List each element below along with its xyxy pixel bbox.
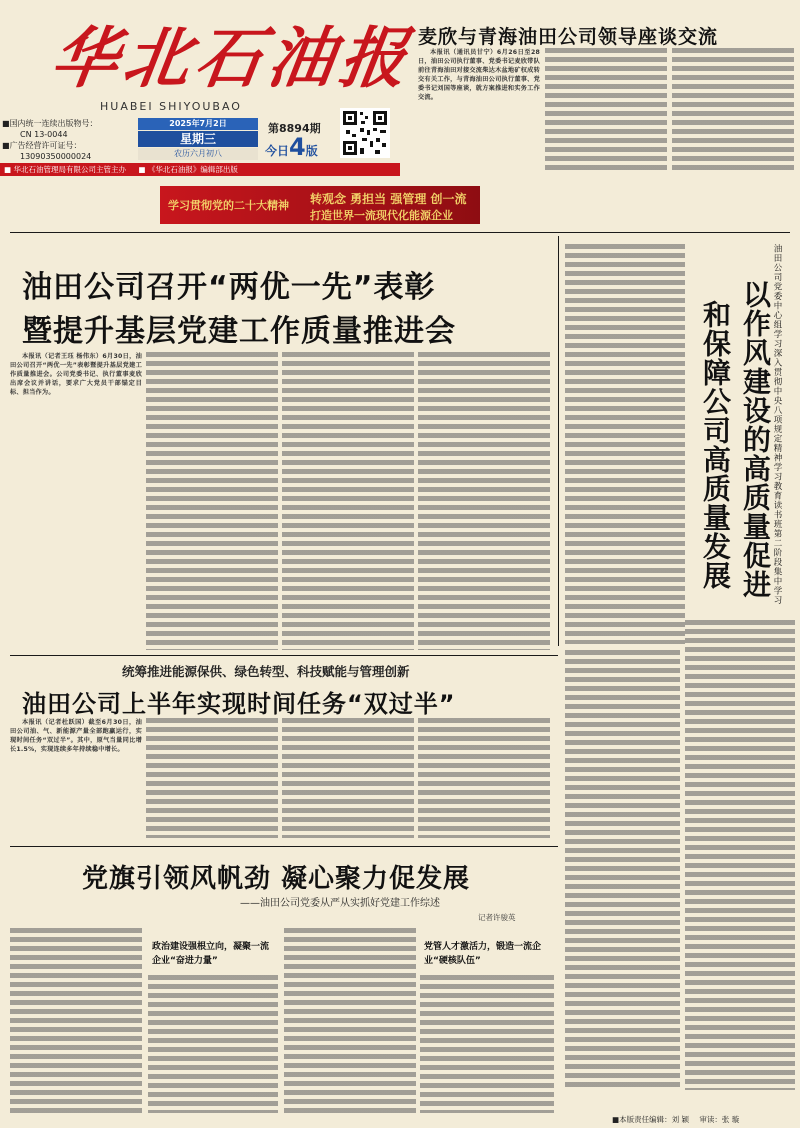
footer-credits: ■本版责任编辑：刘 颖 审读：张 璇	[612, 1115, 740, 1124]
text-column	[284, 928, 416, 1113]
text-column	[148, 975, 278, 1113]
square-icon: ■	[4, 165, 12, 174]
text-column	[146, 352, 278, 650]
story1-title-line1: 油田公司召开“两优一先”表彰	[22, 270, 436, 305]
ad-license-number: 13090350000024	[20, 152, 92, 161]
story3-byline: 记者许骏英	[478, 913, 516, 922]
story3-section1-title: 政治建设强根立向，凝聚一流企业“奋进力量”	[152, 942, 270, 966]
qr-code-icon	[340, 108, 390, 158]
top-story-lead: 本报讯（通讯员甘宁）6月26日至28日，油田公司执行董事、党委书记麦欣带队前往青海油田对接交流柴达木盆地矿权成转交有关工作，与青海油田公司执行董事、党委书记刘国等座谈，就方案推进和实务工作交流。	[418, 49, 540, 101]
story2-lead: 本报讯（记者杜跃国）截至6月30日，油田公司油、气、新能源产量全部跑赢运行，实现时间任务“双过半”。其中，原气当量同比增长1.5%，实现连续多年持续稳中增长。	[10, 719, 142, 753]
banner	[160, 186, 480, 224]
story1-lead: 本报讯（记者王珏 杨伟东）6月30日，油田公司召开“两优一先”表彰暨提升基层党建工作质量推进会。公司党委书记、执行董事麦欣出席会议并讲话，要求广大党员干部锚定目标、担当作为。	[10, 353, 142, 396]
story2-kicker: 统筹推进能源保供、绿色转型、科技赋能与管理创新	[122, 664, 410, 679]
story1-body	[10, 352, 142, 650]
sponsor-bar	[0, 163, 400, 176]
checkbox-icon: ■	[2, 141, 10, 150]
text-column	[420, 975, 554, 1113]
text-column	[282, 352, 414, 650]
story3-subtitle: ——油田公司党委从严从实抓好党建工作综述	[240, 898, 440, 909]
square-icon: ■	[138, 165, 146, 174]
divider	[10, 655, 558, 656]
issue-number: 第8894期	[268, 122, 321, 135]
text-column	[282, 718, 414, 838]
story1-title-line2: 暨提升基层党建工作质量推进会	[22, 314, 456, 349]
text-column	[545, 48, 667, 174]
logo-text: 华北石油报	[46, 19, 418, 97]
top-story-body	[418, 48, 540, 174]
divider	[10, 232, 790, 233]
text-column	[685, 620, 795, 1090]
proofreader-name: 张 璇	[721, 1115, 740, 1124]
lunar-date: 农历六月初八	[138, 148, 258, 160]
newspaper-logo	[46, 18, 418, 98]
publication-info: ■国内统一连续出版物号： CN 13-0044 ■广告经营许可证号： 13090350000024	[2, 118, 132, 162]
banner-left: 学习贯彻党的二十大精神	[168, 199, 289, 212]
text-column	[672, 48, 794, 174]
banner-right-line2: 打造世界一流现代化能源企业	[310, 209, 453, 222]
text-column	[418, 352, 550, 650]
story3-title: 党旗引领风帆劲 凝心聚力促发展	[82, 864, 471, 894]
banner-right-line1: 转观念 勇担当 强管理 创一流	[310, 192, 467, 206]
side-story-title-line2: 和保障公司高质量发展	[699, 300, 732, 590]
sponsor-text: 华北石油管理局有限公司主管主办	[13, 165, 126, 174]
text-column	[565, 650, 680, 1090]
cn-number: CN 13-0044	[20, 130, 68, 139]
divider	[10, 846, 558, 847]
publisher-text: 《华北石油报》编辑部出版	[147, 165, 238, 174]
edition-count: 今日4版	[265, 133, 318, 161]
story2-body	[10, 718, 142, 838]
side-story-kicker: 油田公司党委中心组学习深入贯彻中央八项规定精神学习教育读书班第二阶段集中学习	[772, 244, 782, 605]
side-story-title-line1: 以作风建设的高质量促进	[739, 280, 772, 599]
text-column	[10, 928, 142, 1113]
text-column	[418, 718, 550, 838]
text-column	[565, 244, 685, 644]
editor-name: 刘 颖	[671, 1115, 689, 1124]
text-column	[146, 718, 278, 838]
weekday: 星期三	[138, 131, 258, 147]
story2-title: 油田公司上半年实现时间任务“双过半”	[22, 690, 456, 718]
top-story-title: 麦欣与青海油田公司领导座谈交流	[418, 26, 719, 48]
logo-pinyin: HUABEI SHIYOUBAO	[100, 100, 242, 113]
checkbox-icon: ■	[2, 119, 10, 128]
date-block	[138, 118, 258, 160]
issue-date: 2025年7月2日	[138, 118, 258, 130]
story3-section2-title: 党管人才激活力，锻造一流企业“硬核队伍”	[424, 942, 542, 966]
side-divider	[558, 236, 559, 646]
